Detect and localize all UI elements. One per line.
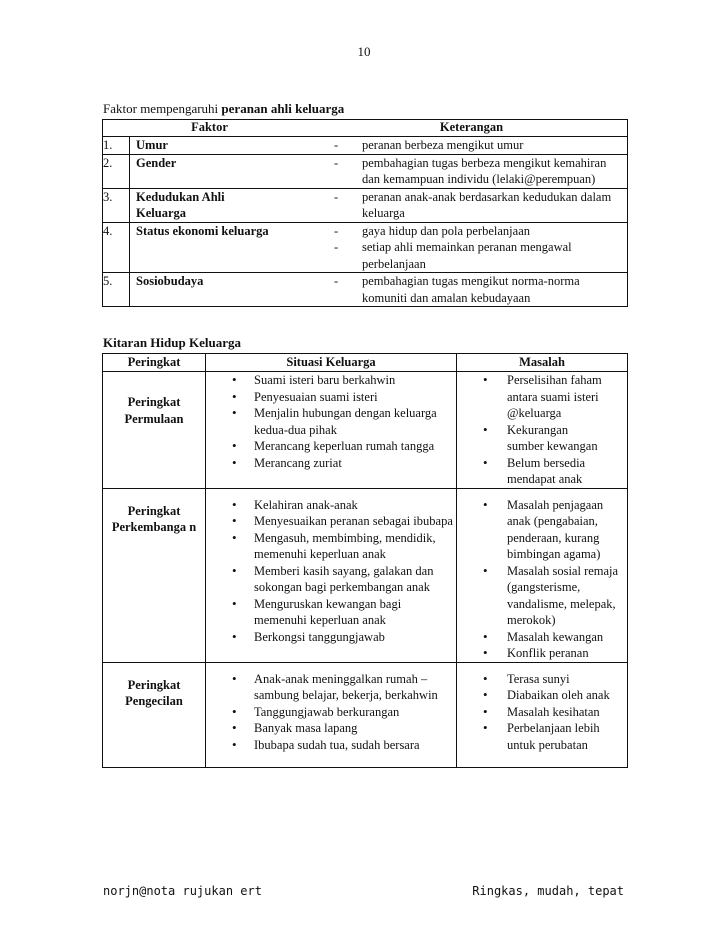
page-number: 10 xyxy=(357,44,371,59)
row-factor: Gender xyxy=(130,154,317,188)
table-row xyxy=(103,488,628,662)
section2-title: Kitaran Hidup Keluarga xyxy=(103,335,241,350)
row-factor: Umur xyxy=(130,137,317,155)
table-row xyxy=(103,222,628,273)
row-keterangan xyxy=(316,154,628,188)
keterangan-point: setiap ahli memainkan peranan mengawal perbelanjaan xyxy=(362,240,572,271)
stage-name: Peringkat Permulaan xyxy=(124,395,184,426)
footer-left: norjn@nota rujukan ert xyxy=(103,884,262,898)
table-row xyxy=(103,372,628,489)
row-keterangan xyxy=(316,188,628,222)
list-item: • Anak-anak meninggalkan rumah – sambung belajar, bekerja, berkahwin xyxy=(206,671,456,704)
row-factor xyxy=(130,188,317,222)
situasi-cell xyxy=(206,662,457,768)
dash-marker: - xyxy=(334,189,339,204)
row-number: 3. xyxy=(103,188,130,222)
stage-name: Peringkat Pengecilan xyxy=(103,662,206,768)
faktor-table xyxy=(102,119,628,307)
list-item: • Kelahiran anak-anak xyxy=(206,497,456,514)
dash-marker: - xyxy=(334,240,339,254)
keterangan-point: gaya hidup dan pola perbelanjaan xyxy=(362,223,530,238)
section1-title-prefix: Faktor mempengaruhi xyxy=(103,101,222,116)
header-situasi: Situasi Keluarga xyxy=(206,354,457,372)
header-faktor: Faktor xyxy=(103,120,317,137)
stage-name: Peringkat Perkembanga n xyxy=(103,488,206,662)
list-item: • Menjalin hubungan dengan keluarga kedua-dua pihak xyxy=(206,405,456,438)
row-number: 5. xyxy=(103,273,130,307)
list-item: • Masalah kesihatan xyxy=(457,704,627,721)
situasi-list xyxy=(206,671,456,754)
row-factor: Status ekonomi keluarga xyxy=(130,222,317,273)
list-item: • Merancang keperluan rumah tangga xyxy=(206,438,456,455)
list-item: • Berkongsi tanggungjawab xyxy=(206,629,456,646)
list-item: • Menguruskan kewangan bagi memenuhi keperluan anak xyxy=(206,596,456,629)
masalah-cell xyxy=(457,488,628,662)
table-row xyxy=(103,188,628,222)
situasi-list xyxy=(206,497,456,646)
list-item: • Konflik peranan xyxy=(457,645,627,662)
list-item: • Ibubapa sudah tua, sudah bersara xyxy=(206,737,456,754)
dash-marker: - xyxy=(334,223,339,238)
row-factor-text: Kedudukan Ahli Keluarga xyxy=(136,189,225,220)
footer-right: Ringkas, mudah, tepat xyxy=(472,884,624,898)
masalah-cell xyxy=(457,662,628,768)
list-item: • Penyesuaian suami isteri xyxy=(206,389,456,406)
list-item: • Merancang zuriat xyxy=(206,455,456,472)
situasi-cell xyxy=(206,488,457,662)
list-item: • Perbelanjaan lebih untuk perubatan xyxy=(457,720,627,753)
row-number: 2. xyxy=(103,154,130,188)
keterangan-point: pembahagian tugas berbeza mengikut kemahiran dan kemampuan individu (lelaki@perempuan) xyxy=(362,155,607,186)
list-item: • Banyak masa lapang xyxy=(206,720,456,737)
masalah-list xyxy=(457,497,627,662)
list-item: • Perselisihan faham antara suami isteri @keluarga xyxy=(457,372,607,422)
kitaran-table-header xyxy=(103,354,628,372)
list-item: • Tanggungjawab berkurangan xyxy=(206,704,456,721)
list-item: • Belum bersedia mendapat anak xyxy=(457,455,607,488)
list-item: • Suami isteri baru berkahwin xyxy=(206,372,456,389)
dash-marker: - xyxy=(334,274,339,288)
list-item: • Masalah sosial remaja (gangsterisme, vandalisme, melepak, merokok) xyxy=(457,563,627,629)
dash-marker: - xyxy=(334,155,339,170)
list-item: • Mengasuh, membimbing, mendidik, memenuhi keperluan anak xyxy=(206,530,456,563)
row-keterangan xyxy=(316,222,628,273)
list-item: • Masalah penjagaan anak (pengabaian, penderaan, kurang bimbingan agama) xyxy=(457,497,627,563)
header-keterangan: Keterangan xyxy=(316,120,628,137)
table-row xyxy=(103,662,628,768)
list-item: • Terasa sunyi xyxy=(457,671,627,688)
row-keterangan xyxy=(316,273,628,307)
situasi-list xyxy=(206,372,456,471)
list-item: • Menyesuaikan peranan sebagai ibubapa xyxy=(206,513,456,530)
row-keterangan xyxy=(316,137,628,155)
section1-title xyxy=(103,101,344,117)
faktor-table-header xyxy=(103,120,628,137)
masalah-list xyxy=(457,372,607,488)
section1-title-bold: peranan ahli keluarga xyxy=(221,101,345,116)
list-item: • Kekurangan sumber kewangan xyxy=(457,422,607,455)
kitaran-table xyxy=(102,353,628,768)
dash-marker: - xyxy=(334,138,339,152)
list-item: • Masalah kewangan xyxy=(457,629,627,646)
row-number: 1. xyxy=(103,137,130,155)
table-row xyxy=(103,273,628,307)
table-row xyxy=(103,154,628,188)
masalah-cell xyxy=(457,372,628,489)
keterangan-point: peranan anak-anak berdasarkan kedudukan dalam keluarga xyxy=(362,189,612,220)
situasi-cell xyxy=(206,372,457,489)
row-factor: Sosiobudaya xyxy=(130,273,317,307)
keterangan-point: pembahagian tugas mengikut norma-norma komuniti dan amalan kebudayaan xyxy=(362,274,580,305)
keterangan-point: peranan berbeza mengikut umur xyxy=(362,138,524,152)
table-row xyxy=(103,137,628,155)
header-peringkat: Peringkat xyxy=(103,354,206,372)
masalah-list xyxy=(457,671,627,754)
header-masalah: Masalah xyxy=(457,354,628,372)
row-number: 4. xyxy=(103,222,130,273)
list-item: • Diabaikan oleh anak xyxy=(457,687,627,704)
list-item: • Memberi kasih sayang, galakan dan sokongan bagi perkembangan anak xyxy=(206,563,456,596)
